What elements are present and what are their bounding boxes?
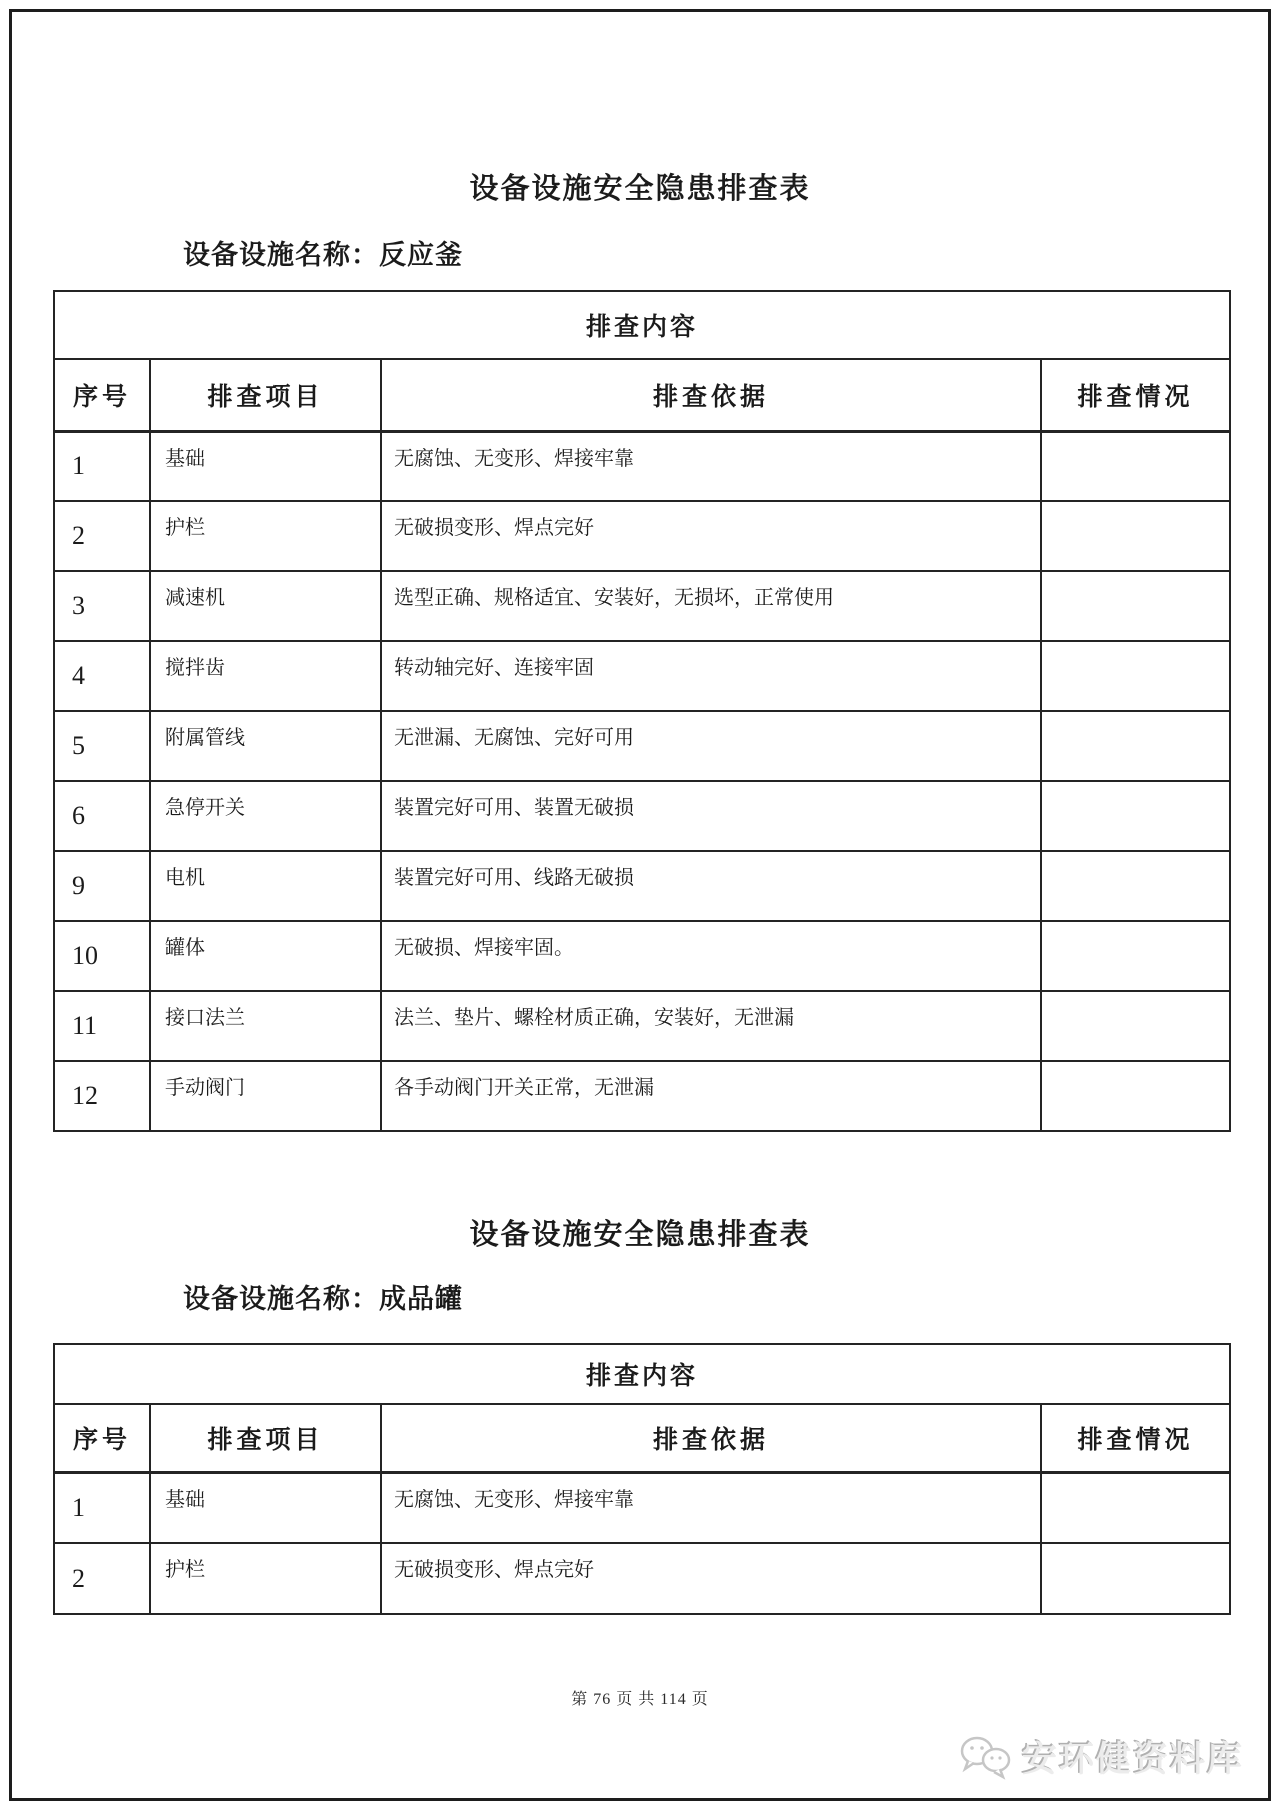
row-number-cell: 4: [54, 641, 150, 711]
table-row: [54, 991, 1230, 1061]
inspection-table-reactor: [53, 290, 1231, 1132]
table-column-header-row: [54, 1404, 1230, 1472]
inspection-item-cell: 附属管线: [150, 711, 381, 781]
inspection-item-cell: 基础: [150, 431, 381, 501]
inspection-status-cell: [1041, 501, 1230, 571]
table-row: [54, 501, 1230, 571]
inspection-basis-cell: 无腐蚀、无变形、焊接牢靠: [381, 431, 1041, 501]
inspection-basis-cell: 无泄漏、无腐蚀、完好可用: [381, 711, 1041, 781]
inspection-table-product-tank: [53, 1343, 1231, 1615]
inspection-status-cell: [1041, 711, 1230, 781]
row-number-cell: 5: [54, 711, 150, 781]
page-number-footer: 第 76 页 共 114 页: [571, 1691, 709, 1708]
row-number-cell: 1: [54, 431, 150, 501]
row-number-cell: 2: [54, 501, 150, 571]
inspection-item-cell: 接口法兰: [150, 991, 381, 1061]
section-title: 设备设施安全隐患排查表: [469, 173, 811, 205]
table-row: [54, 1472, 1230, 1543]
inspection-item-cell: 减速机: [150, 571, 381, 641]
table-row: [54, 711, 1230, 781]
watermark-text: 安环健资料库: [1021, 1740, 1244, 1779]
inspection-item-cell: 急停开关: [150, 781, 381, 851]
column-header-no: 序号: [54, 1404, 150, 1472]
inspection-item-cell: 护栏: [150, 501, 381, 571]
column-header-basis: 排查依据: [381, 359, 1041, 431]
inspection-item-cell: 搅拌齿: [150, 641, 381, 711]
inspection-status-cell: [1041, 641, 1230, 711]
row-number-cell: 2: [54, 1543, 150, 1614]
table-row: [54, 571, 1230, 641]
inspection-status-cell: [1041, 991, 1230, 1061]
row-number-cell: 3: [54, 571, 150, 641]
column-header-basis: 排查依据: [381, 1404, 1041, 1472]
table-row: [54, 1543, 1230, 1614]
section-title: 设备设施安全隐患排查表: [469, 1219, 811, 1251]
inspection-item-cell: 手动阀门: [150, 1061, 381, 1131]
inspection-basis-cell: 选型正确、规格适宜、安装好，无损坏，正常使用: [381, 571, 1041, 641]
inspection-status-cell: [1041, 781, 1230, 851]
table-column-header-row: [54, 359, 1230, 431]
row-number-cell: 6: [54, 781, 150, 851]
row-number-cell: 1: [54, 1472, 150, 1543]
content-header-cell: 排查内容: [54, 1344, 1230, 1404]
inspection-item-cell: 罐体: [150, 921, 381, 991]
inspection-basis-cell: 装置完好可用、装置无破损: [381, 781, 1041, 851]
inspection-status-cell: [1041, 851, 1230, 921]
row-number-cell: 9: [54, 851, 150, 921]
inspection-basis-cell: 无腐蚀、无变形、焊接牢靠: [381, 1472, 1041, 1543]
column-header-status: 排查情况: [1041, 359, 1230, 431]
column-header-item: 排查项目: [150, 1404, 381, 1472]
table-row: [54, 781, 1230, 851]
equipment-name-label: 设备设施名称：成品罐: [183, 1284, 463, 1314]
row-number-cell: 11: [54, 991, 150, 1061]
inspection-status-cell: [1041, 571, 1230, 641]
column-header-status: 排查情况: [1041, 1404, 1230, 1472]
inspection-basis-cell: 无破损变形、焊点完好: [381, 1543, 1041, 1614]
inspection-status-cell: [1041, 1543, 1230, 1614]
inspection-status-cell: [1041, 921, 1230, 991]
chat-bubbles-icon: [958, 1734, 1012, 1780]
column-header-no: 序号: [54, 359, 150, 431]
watermark: [958, 1732, 1244, 1782]
inspection-item-cell: 电机: [150, 851, 381, 921]
inspection-basis-cell: 无破损变形、焊点完好: [381, 501, 1041, 571]
table-row: [54, 1061, 1230, 1131]
column-header-item: 排查项目: [150, 359, 381, 431]
table-row: [54, 851, 1230, 921]
equipment-name-label: 设备设施名称：反应釜: [183, 240, 463, 270]
content-header-cell: 排查内容: [54, 291, 1230, 359]
table-content-header-row: [54, 1344, 1230, 1404]
inspection-item-cell: 基础: [150, 1472, 381, 1543]
inspection-basis-cell: 各手动阀门开关正常，无泄漏: [381, 1061, 1041, 1131]
row-number-cell: 10: [54, 921, 150, 991]
table-row: [54, 921, 1230, 991]
inspection-item-cell: 护栏: [150, 1543, 381, 1614]
inspection-basis-cell: 转动轴完好、连接牢固: [381, 641, 1041, 711]
inspection-status-cell: [1041, 1472, 1230, 1543]
table-content-header-row: [54, 291, 1230, 359]
inspection-status-cell: [1041, 431, 1230, 501]
inspection-status-cell: [1041, 1061, 1230, 1131]
inspection-basis-cell: 法兰、垫片、螺栓材质正确，安装好，无泄漏: [381, 991, 1041, 1061]
table-row: [54, 431, 1230, 501]
table-row: [54, 641, 1230, 711]
row-number-cell: 12: [54, 1061, 150, 1131]
inspection-basis-cell: 装置完好可用、线路无破损: [381, 851, 1041, 921]
inspection-basis-cell: 无破损、焊接牢固。: [381, 921, 1041, 991]
